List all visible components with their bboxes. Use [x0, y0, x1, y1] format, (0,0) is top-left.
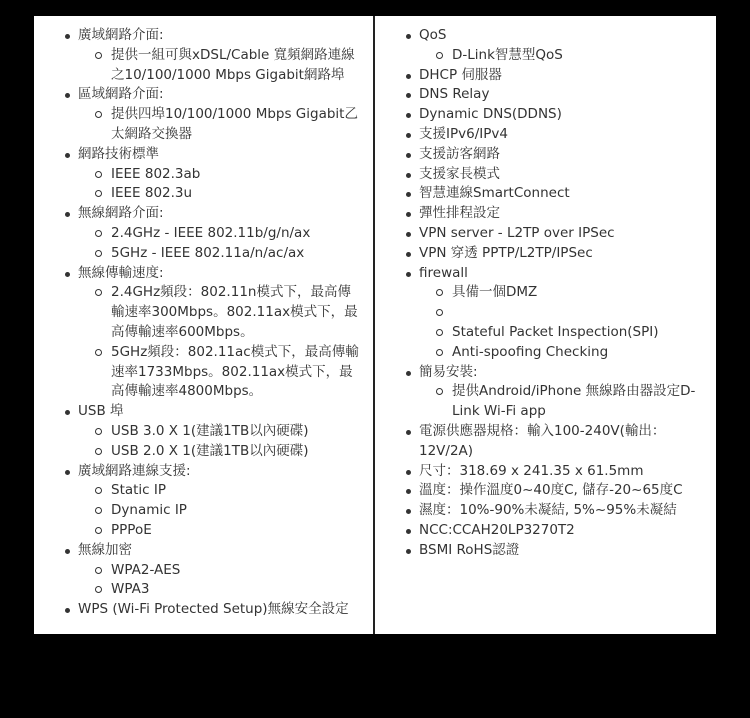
spec-item-label: 區域網路介面:: [78, 86, 164, 103]
spec-subitem: D-Link智慧型QoS: [452, 46, 716, 66]
spec-item-label: 無線加密: [78, 541, 132, 558]
spec-item-label: 廣域網路介面:: [78, 27, 164, 43]
spec-item: [419, 105, 716, 125]
spec-item-label: 濕度：10%-90%未凝結, 5%~95%未凝結: [419, 502, 677, 519]
spec-sublist: [78, 422, 373, 462]
spec-subitem: Stateful Packet Inspection(SPI): [452, 323, 716, 343]
spec-subitem: Static IP: [111, 481, 373, 501]
spec-item: [419, 224, 716, 244]
spec-item: [78, 26, 373, 85]
spec-item-label: firewall: [419, 264, 468, 281]
spec-item: [419, 85, 716, 105]
spec-sublist: [419, 283, 716, 362]
spec-item: [419, 26, 716, 66]
spec-subitem: Dynamic IP: [111, 501, 373, 521]
spec-item-label: 支援家長模式: [419, 165, 500, 182]
spec-sublist: [419, 382, 716, 422]
spec-item: [419, 481, 716, 501]
spec-subitem: IEEE 802.3u: [111, 184, 373, 204]
spec-item: [78, 402, 373, 461]
spec-item: [419, 184, 716, 204]
spec-subitem: [452, 303, 716, 323]
spec-item-label: 智慧連線SmartConnect: [419, 185, 570, 202]
spec-item-label: 支援IPv6/IPv4: [419, 125, 508, 142]
spec-item: [419, 422, 716, 462]
spec-item-label: 網路技術標準: [78, 145, 159, 162]
spec-item-label: 廣域網路連線支援:: [78, 462, 191, 479]
spec-item: [419, 521, 716, 541]
spec-item-label: DNS Relay: [419, 86, 490, 103]
spec-item: [419, 501, 716, 521]
spec-item-label: 彈性排程設定: [419, 205, 500, 222]
spec-item-label: 無線傳輸速度:: [78, 264, 164, 281]
spec-column-right: [375, 16, 716, 634]
spec-subitem: 提供四埠10/100/1000 Mbps Gigabit乙太網路交換器: [111, 105, 373, 145]
spec-item: [419, 165, 716, 185]
spec-sublist: [78, 46, 373, 86]
spec-sublist: [419, 46, 716, 66]
spec-subitem: 具備一個DMZ: [452, 283, 716, 303]
spec-subitem: 提供一組可與xDSL/Cable 寬頻網路連線之10/100/1000 Mbps Gigabit網路埠: [111, 46, 373, 86]
spec-item-label: 簡易安裝:: [419, 363, 478, 380]
spec-item: [78, 85, 373, 144]
spec-list-right: [375, 16, 716, 561]
spec-sublist: [78, 561, 373, 601]
spec-item-label: BSMI RoHS認證: [419, 541, 520, 558]
spec-subitem: Anti-spoofing Checking: [452, 343, 716, 363]
spec-item-label: NCC:CCAH20LP3270T2: [419, 521, 575, 538]
spec-item-label: WPS (Wi-Fi Protected Setup)無線安全設定: [78, 601, 349, 618]
spec-subitem: WPA2-AES: [111, 561, 373, 581]
spec-item-label: Dynamic DNS(DDNS): [419, 106, 562, 123]
spec-sublist: [78, 283, 373, 402]
spec-subitem: 提供Android/iPhone 無線路由器設定D-Link Wi-Fi app: [452, 382, 716, 422]
spec-item-label: USB 埠: [78, 403, 124, 420]
spec-sublist: [78, 165, 373, 205]
spec-item: [419, 145, 716, 165]
spec-subitem: 5GHz - IEEE 802.11a/n/ac/ax: [111, 244, 373, 264]
spec-item: [419, 125, 716, 145]
spec-sublist: [78, 224, 373, 264]
spec-item-label: 電源供應器規格：輸入100-240V(輸出：12V/2A): [419, 422, 666, 459]
spec-item: [419, 462, 716, 482]
spec-subitem: 5GHz頻段：802.11ac模式下，最高傳輸速率1733Mbps。802.11ax模式下，最高傳輸速率4800Mbps。: [111, 343, 373, 402]
spec-item-label: 支援訪客網路: [419, 145, 500, 162]
spec-item: [419, 541, 716, 561]
spec-sublist: [78, 105, 373, 145]
spec-item: [78, 600, 373, 620]
spec-item-label: VPN 穿透 PPTP/L2TP/IPSec: [419, 244, 593, 261]
spec-item: [78, 204, 373, 263]
spec-item: [419, 66, 716, 86]
spec-item-label: 尺寸：318.69 x 241.35 x 61.5mm: [419, 462, 644, 479]
spec-table: [34, 16, 716, 634]
spec-item: [419, 244, 716, 264]
spec-item-label: QoS: [419, 27, 447, 43]
spec-item: [419, 363, 716, 422]
spec-sublist: [78, 481, 373, 540]
spec-subitem: IEEE 802.3ab: [111, 165, 373, 185]
spec-item: [419, 264, 716, 363]
spec-item-label: 無線網路介面:: [78, 205, 164, 222]
spec-column-left: [34, 16, 375, 634]
spec-item-label: 溫度：操作溫度0~40度C, 儲存-20~65度C: [419, 482, 683, 499]
spec-subitem: WPA3: [111, 580, 373, 600]
spec-subitem: 2.4GHz - IEEE 802.11b/g/n/ax: [111, 224, 373, 244]
spec-item: [419, 204, 716, 224]
spec-list-left: [34, 16, 373, 620]
spec-item: [78, 264, 373, 403]
spec-item: [78, 541, 373, 600]
spec-subitem: USB 2.0 X 1(建議1TB以內硬碟): [111, 442, 373, 462]
spec-item: [78, 462, 373, 541]
spec-subitem: PPPoE: [111, 521, 373, 541]
spec-item-label: DHCP 伺服器: [419, 66, 502, 83]
spec-subitem: USB 3.0 X 1(建議1TB以內硬碟): [111, 422, 373, 442]
spec-item-label: VPN server - L2TP over IPSec: [419, 224, 615, 241]
spec-item: [78, 145, 373, 204]
spec-subitem: 2.4GHz頻段：802.11n模式下，最高傳輸速率300Mbps。802.11ax模式下，最高傳輸速率600Mbps。: [111, 283, 373, 342]
